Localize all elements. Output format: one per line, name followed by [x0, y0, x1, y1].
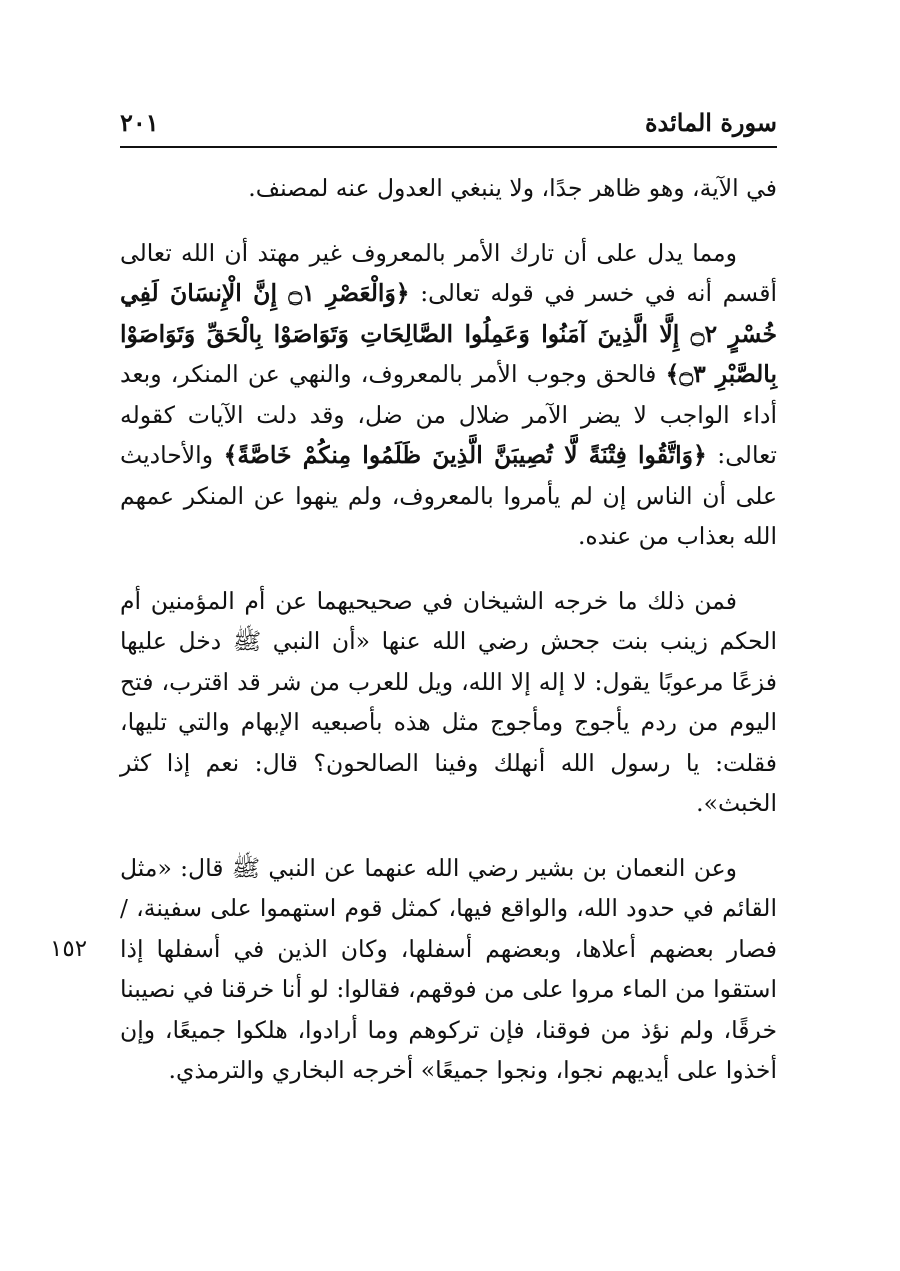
paragraph-4: وعن النعمان بن بشير رضي الله عنهما عن النبي ﷺ قال: «مثل القائم في حدود الله، والواقع فيها، كمثل قوم استهموا على سفينة، / فصار بعضهم أعلاها، وبعضهم أسفلها، وكان الذين في أسفلها إذا استقوا من الماء مروا على من فوقهم، فقالوا: لو أنا خرقنا في نصيبنا خرقًا، ولم نؤذ من فوقنا، فإن تركوهم وما أرادوا، هلكوا جميعًا، وإن أخذوا على أيديهم نجوا، ونجوا جميعًا» أخرجه البخاري والترمذي.: [120, 853, 777, 1084]
quran-verse-fitna: ﴿وَاتَّقُوا فِتْنَةً لَّا تُصِيبَنَّ الَّذِينَ ظَلَمُوا مِنكُمْ خَاصَّةً﴾: [223, 441, 707, 469]
paragraph-3: فمن ذلك ما خرجه الشيخان في صحيحيهما عن أم المؤمنين أم الحكم زينب بنت جحش رضي الله عنها «أن النبي ﷺ دخل عليها فزعًا مرعوبًا يقول: لا إله إلا الله، ويل للعرب من شر قد اقترب، فتح اليوم من ردم يأجوج ومأجوج مثل هذه بأصبعيه الإبهام والتي تليها، فقلت: يا رسول الله أنهلك وفينا الصالحون؟ قال: نعم إذا كثر الخبث».: [120, 586, 777, 817]
paragraph-1: في الآية، وهو ظاهر جدًا، ولا ينبغي العدول عنه لمصنف.: [248, 174, 777, 202]
page-number: ٢٠١: [120, 108, 159, 137]
quran-verse-asr: ﴿وَالْعَصْرِ ۝١ إِنَّ الْإِنسَانَ لَفِي خُسْرٍ ۝٢ إِلَّا الَّذِينَ آمَنُوا وَعَمِلُوا الصَّالِحَاتِ وَتَوَاصَوْا بِالْحَقِّ وَتَوَاصَوْا بِالصَّبْرِ ۝٣﴾: [120, 279, 778, 388]
body-text: [120, 168, 777, 1115]
paragraph-2-intro: ومما يدل على أن تارك الأمر بالمعروف غير مهتد أن الله تعالى أقسم أنه في خسر في قوله تعالى:: [120, 238, 778, 307]
page-header: [120, 108, 777, 144]
paragraph-2-end: والأحاديث على أن الناس إن لم يأمروا بالمعروف، ولم ينهوا عن المنكر عمهم الله بعذاب من عنده.: [120, 441, 777, 550]
header-rule: [120, 146, 777, 148]
paragraph-2: [120, 233, 777, 557]
surah-title: سورة المائدة: [644, 108, 777, 137]
paragraph-2-middle: فالحق وجوب الأمر بالمعروف، والنهي عن المنكر، وبعد أداء الواجب لا يضر الآمر ضلال من ضل، وقد دلت الآيات كقوله تعالى:: [120, 360, 777, 469]
margin-page-number: ١٥٢: [50, 936, 88, 962]
